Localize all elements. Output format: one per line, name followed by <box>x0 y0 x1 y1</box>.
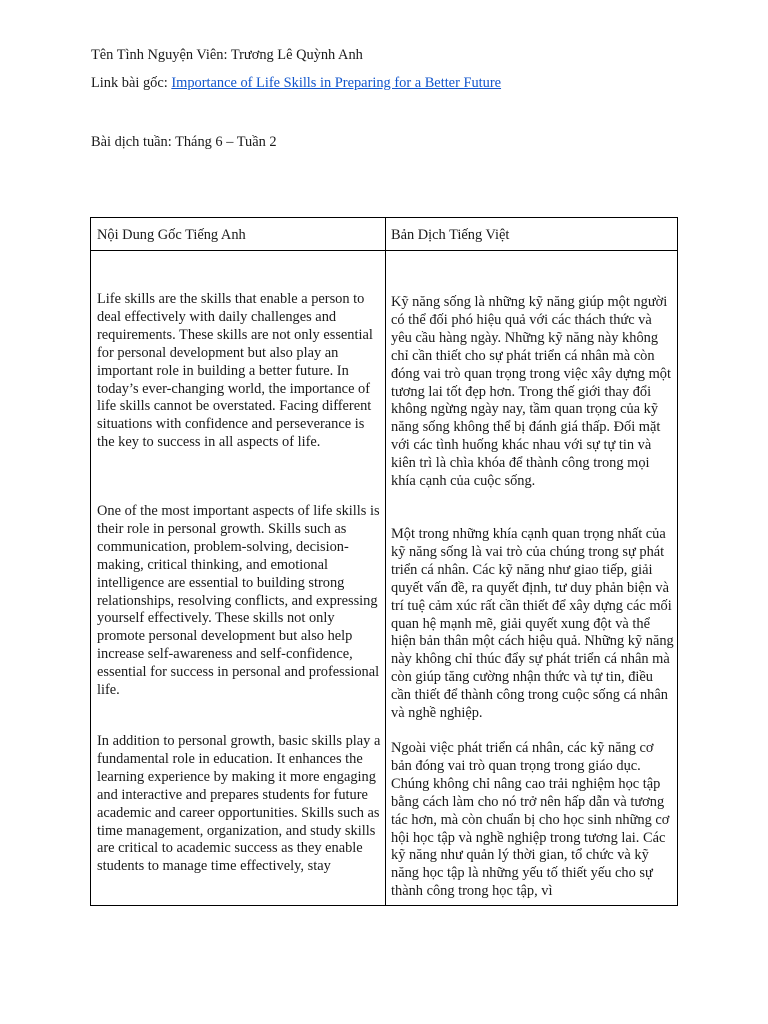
translation-week-line: Bài dịch tuần: Tháng 6 – Tuần 2 <box>91 134 277 150</box>
english-paragraph-1: Life skills are the skills that enable a person to deal effectively with daily challenges and requirements. These skills are not only essential for personal development but also play an important role in building a better future. In today’s ever-changing world, the importance of life skills cannot be overstated. Facing different situations with confidence and perseverance is the key to success in all aspects of life. <box>97 291 373 451</box>
translation-table <box>90 217 678 906</box>
source-article-link[interactable]: Importance of Life Skills in Preparing for a Better Future <box>171 75 502 91</box>
volunteer-name-line: Tên Tình Nguyện Viên: Trương Lê Quỳnh Anh <box>91 47 363 63</box>
source-link-label: Link bài gốc: <box>91 75 172 91</box>
english-paragraph-2: One of the most important aspects of life skills is their role in personal growth. Skills such as communication, problem-solving, decision-making, critical thinking, and emotional intelligence are essential to building strong relationships, resolving conflicts, and expressing yourself effectively. These skills not only promote personal development but also help increase self-awareness and self-confidence, essential for success in personal and professional life. <box>97 503 380 699</box>
header-vietnamese-translation: Bản Dịch Tiếng Việt <box>391 227 510 243</box>
column-divider <box>385 218 386 905</box>
english-paragraph-3: In addition to personal growth, basic skills play a fundamental role in education. It enhances the learning experience by making it more engaging and interactive and prepares students for future academic and career opportunities. Skills such as time management, organization, and study skills are critical to academic success as they enable students to manage time effectively, stay <box>97 733 381 875</box>
vietnamese-paragraph-3: Ngoài việc phát triển cá nhân, các kỹ năng cơ bản đóng vai trò quan trọng trong giáo dục. Chúng không chỉ nâng cao trải nghiệm học tập bằng cách làm cho nó trở nên hấp dẫn và tương tác hơn, mà còn chuẩn bị cho học sinh những cơ hội học tập và nghề nghiệp trong tương lai. Các kỹ năng như quản lý thời gian, tổ chức và kỹ năng học tập là những yếu tố thiết yếu cho sự thành công trong học tập, vì <box>391 740 670 900</box>
source-link-row <box>91 74 501 92</box>
vietnamese-paragraph-2: Một trong những khía cạnh quan trọng nhất của kỹ năng sống là vai trò của chúng trong sự phát triển cá nhân. Các kỹ năng như giao tiếp, giải quyết vấn đề, ra quyết định, tư duy phản biện và trí tuệ cảm xúc rất cần thiết để xây dựng các mối quan hệ mạnh mẽ, giải quyết xung đột và thể hiện bản thân một cách hiệu quả. Những kỹ năng này không chỉ thúc đẩy sự phát triển cá nhân mà còn giúp tăng cường nhận thức và tự tin, điều cần thiết để thành công trong cuộc sống cá nhân và nghề nghiệp. <box>391 526 674 722</box>
header-row-divider <box>91 250 677 251</box>
vietnamese-paragraph-1: Kỹ năng sống là những kỹ năng giúp một người có thể đối phó hiệu quả với các thách thức và yêu cầu hàng ngày. Những kỹ năng này không chỉ cần thiết cho sự phát triển cá nhân mà còn đóng vai trò quan trọng trong việc xây dựng một tương lai tốt đẹp hơn. Trong thế giới thay đổi không ngừng ngày nay, tầm quan trọng của kỹ năng sống không thể bị đánh giá thấp. Đối mặt với các tình huống khác nhau với sự tự tin và kiên trì là chìa khóa để thành công trong mọi khía cạnh của cuộc sống. <box>391 294 671 490</box>
header-english-original: Nội Dung Gốc Tiếng Anh <box>97 227 246 243</box>
